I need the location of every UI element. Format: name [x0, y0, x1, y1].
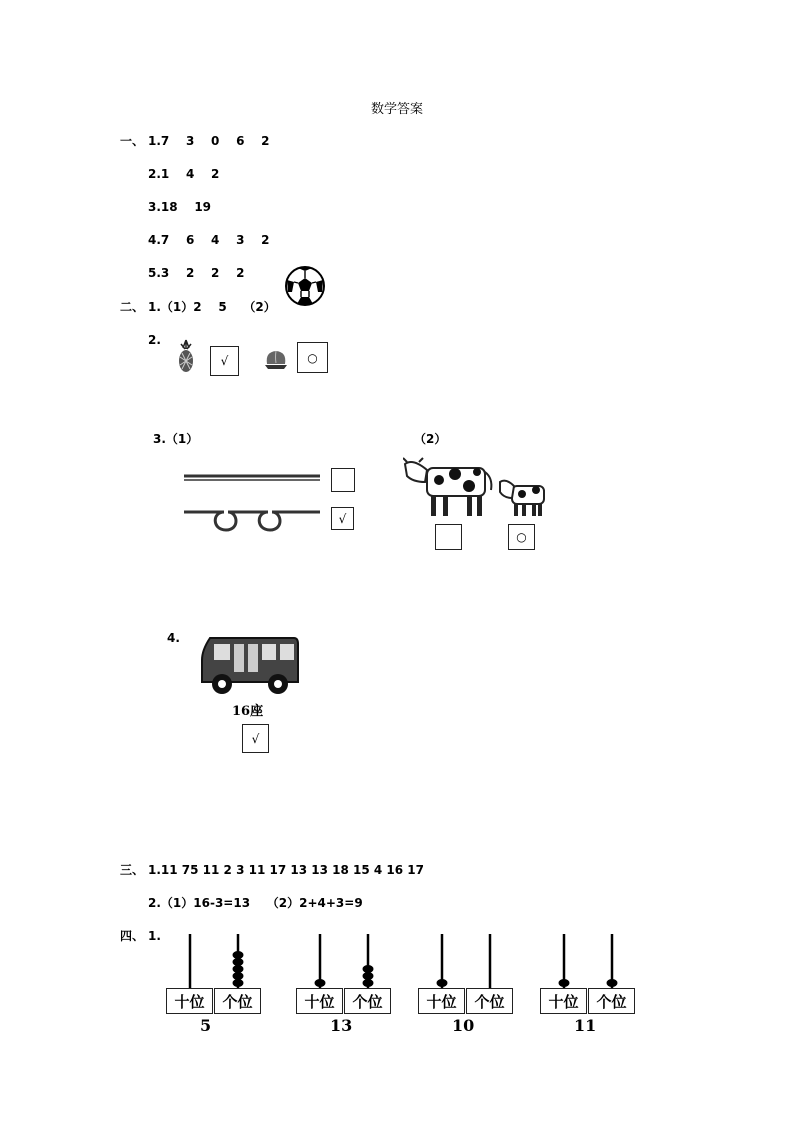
- soccer-ball-icon: [284, 266, 326, 306]
- section3-prefix: 三、: [120, 863, 145, 877]
- abacus-bead: [233, 979, 244, 987]
- page-title: 数学答案: [370, 102, 423, 117]
- section1-prefix: 一、: [120, 134, 145, 148]
- abacus-bead: [437, 979, 448, 987]
- section1-line-1: 1.7 3 0 6 2: [148, 134, 270, 148]
- q3-rope-box-2: √: [331, 507, 354, 530]
- section1-line-2: 2.1 4 2: [148, 167, 220, 181]
- abacus-number: 5: [200, 1016, 212, 1035]
- section2-prefix: 二、: [120, 300, 145, 314]
- abacus-number: 10: [452, 1016, 475, 1035]
- q2-answer-box-1: √: [210, 346, 239, 376]
- abacus-bead: [315, 979, 326, 987]
- section2-q2-label: 2.: [148, 333, 161, 347]
- section1-line-5: 5.3 2 2 2: [148, 266, 245, 280]
- q3-cow-box-2: ○: [508, 524, 535, 550]
- section1-line-4: 4.7 6 4 3 2: [148, 233, 270, 247]
- ones-place-label: 个位: [588, 988, 635, 1014]
- section3-line-2: 2.（1）16-3=13 （2）2+4+3=9: [148, 896, 363, 910]
- bus-caption: 16座: [232, 704, 264, 719]
- abacus-bead: [233, 972, 244, 980]
- section2-q3-part2-label: （2）: [414, 432, 447, 446]
- abacus-bead: [363, 979, 374, 987]
- q3-cow-box-1: [435, 524, 462, 550]
- abacus-bead: [607, 979, 618, 987]
- q2-answer-box-2: ○: [297, 342, 328, 373]
- ones-place-label: 个位: [466, 988, 513, 1014]
- abacus-rods-1: [166, 932, 262, 992]
- abacus-bead: [233, 965, 244, 973]
- pineapple-icon: [176, 338, 196, 374]
- tens-place-label: 十位: [540, 988, 587, 1014]
- peach-icon: [263, 346, 289, 370]
- section2-q3-part1-label: 3.（1）: [153, 432, 199, 446]
- bus-icon: [200, 636, 300, 698]
- abacus-rods-3: [418, 932, 514, 992]
- abacus-bead: [233, 958, 244, 966]
- q3-rope-box-1: [331, 468, 355, 492]
- tens-place-label: 十位: [418, 988, 465, 1014]
- section2-q1: 1.（1）2 5 （2）: [148, 300, 276, 314]
- section4-q1-label: 1.: [148, 929, 161, 943]
- abacus-rods-2: [296, 932, 392, 992]
- abacus-number: 13: [330, 1016, 353, 1035]
- abacus-bead: [559, 979, 570, 987]
- abacus-rods-4: [540, 932, 636, 992]
- ones-place-label: 个位: [214, 988, 261, 1014]
- ones-place-label: 个位: [344, 988, 391, 1014]
- section1-line-3: 3.18 19: [148, 200, 212, 214]
- abacus-bead: [363, 972, 374, 980]
- tens-place-label: 十位: [166, 988, 213, 1014]
- abacus-bead: [363, 965, 374, 973]
- ropes-icon: [182, 460, 322, 536]
- abacus-bead: [233, 951, 244, 959]
- small-cow-icon: [498, 476, 548, 518]
- big-cow-icon: [403, 456, 495, 520]
- section4-prefix: 四、: [120, 929, 145, 943]
- section3-line-1: 1.11 75 11 2 3 11 17 13 13 18 15 4 16 17: [148, 863, 424, 877]
- q4-answer-box: √: [242, 724, 269, 753]
- abacus-number: 11: [574, 1016, 597, 1035]
- section2-q4-label: 4.: [167, 631, 180, 645]
- tens-place-label: 十位: [296, 988, 343, 1014]
